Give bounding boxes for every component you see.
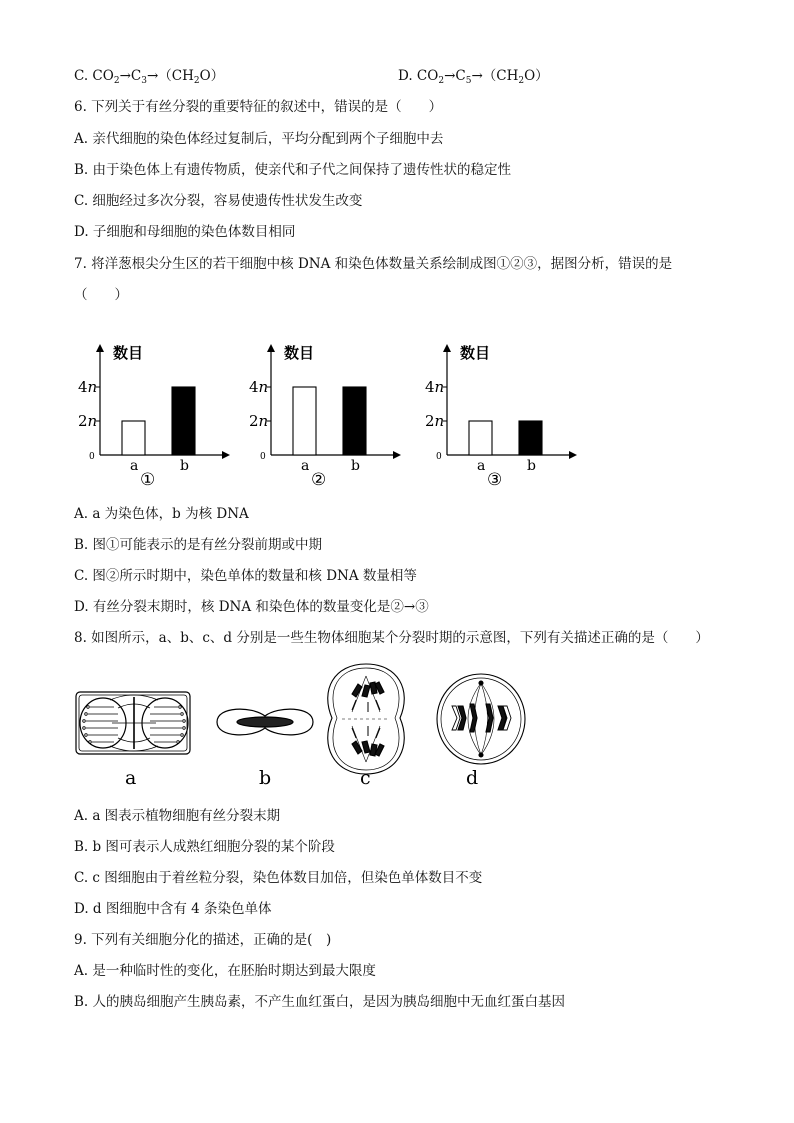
chart2-category-a: a [301,458,310,474]
chart3-ticklabel-2: 2n [425,412,445,430]
chart1-x-arrow [222,451,230,459]
chart2-caption: ② [311,470,327,490]
figure-b-label: b [259,767,272,789]
q6-option-c: C. 细胞经过多次分裂，容易使遗传性状发生改变 [74,193,363,209]
q7-option-c: C. 图②所示时期中，染色单体的数量和核 DNA 数量相等 [74,568,417,584]
q6-option-b: B. 由于染色体上有遗传物质，使亲代和子代之间保持了遗传性状的稳定性 [74,162,512,178]
chart3-y-arrow [443,344,451,352]
q7-bar-charts [0,330,794,495]
q6-option-a: A. 亲代细胞的染色体经过复制后，平均分配到两个子细胞中去 [74,131,444,147]
chart2-ticklabel-2: 2n [249,412,269,430]
chart3-zero: 0 [436,452,442,462]
chart1-category-b: b [180,458,189,474]
chart3-x-arrow [569,451,577,459]
q8-option-d: D. d 图细胞中含有 4 条染色单体 [74,901,272,917]
q7-stem-cont: （ ） [74,287,128,303]
chart3-category-b: b [527,458,536,474]
chart2-zero: 0 [260,452,266,462]
q7-stem: 7. 将洋葱根尖分生区的若干细胞中核 DNA 和染色体数量关系绘制成图①②③，据图分析，错误的是 [74,256,673,272]
chart1-zero: 0 [89,452,95,462]
chart2-y-arrow [267,344,275,352]
chart1-ylabel: 数目 [113,344,144,362]
figure-b-dividing-cell [217,709,313,735]
chart1-bar-a [122,421,145,455]
q8-option-b: B. b 图可表示人成熟红细胞分裂的某个阶段 [74,839,335,855]
figure-d-label: d [466,767,479,789]
chart1-bar-b [172,387,195,455]
figure-a-plant-cell [76,692,190,754]
figure-d-animal-cell [437,674,525,764]
chart1-y-arrow [96,344,104,352]
q5-option-d: D. $CO_2\to C_5\to(CH_2O)$ [398,68,549,86]
chart3-bar-b [519,421,542,455]
chart2-bar-b [343,387,366,455]
q9-option-a: A. 是一种临时性的变化，在胚胎时期达到最大限度 [74,963,376,979]
q7-option-b: B. 图①可能表示的是有丝分裂前期或中期 [74,537,323,553]
figure-a-label: a [125,767,137,789]
q9-stem: 9. 下列有关细胞分化的描述，正确的是( ) [74,932,332,948]
chart3-ticklabel-4: 4n [425,378,445,396]
chart1-ticklabel-4: 4n [78,378,98,396]
chart2-bar-a [293,387,316,455]
chart2-x-arrow [393,451,401,459]
q7-option-a: A. a 为染色体，b 为核 DNA [74,506,249,522]
chart2-category-b: b [351,458,360,474]
chart2-ylabel: 数目 [284,344,315,362]
figure-c-label: c [360,767,371,789]
figure-c-animal-cell [328,664,405,774]
chart3-caption: ③ [487,470,503,490]
q7-option-d: D. 有丝分裂末期时，核 DNA 和染色体的数量变化是②→③ [74,599,429,615]
chart3-ylabel: 数目 [460,344,491,362]
q5-option-c: C. $CO_2\to C_3\to(CH_2O)$ [74,68,225,86]
chart3-category-a: a [477,458,486,474]
q8-option-c: C. c 图细胞由于着丝粒分裂，染色体数目加倍，但染色单体数目不变 [74,870,483,886]
q9-option-b: B. 人的胰岛细胞产生胰岛素，不产生血红蛋白，是因为胰岛细胞中无血红蛋白基因 [74,994,566,1010]
q6-option-d: D. 子细胞和母细胞的染色体数目相同 [74,224,296,240]
q8-stem: 8. 如图所示，a、b、c、d 分别是一些生物体细胞某个分裂时期的示意图，下列有关描述正确的是（ ） [74,630,709,646]
chart1-ticklabel-2: 2n [78,412,98,430]
chart1-category-a: a [130,458,139,474]
q8-cell-diagrams [0,655,794,795]
chart2-ticklabel-4: 4n [249,378,269,396]
q8-option-a: A. a 图表示植物细胞有丝分裂末期 [74,808,281,824]
q6-stem: 6. 下列关于有丝分裂的重要特征的叙述中，错误的是（ ） [74,99,443,115]
chart1-caption: ① [140,470,156,490]
chart3-bar-a [469,421,492,455]
